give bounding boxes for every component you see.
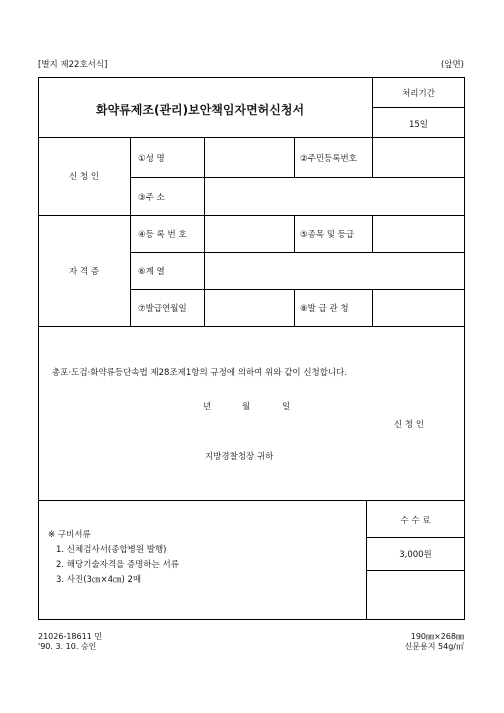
name-field[interactable]: [208, 142, 292, 174]
paper-type: 신문용지 54g/㎡: [404, 642, 464, 651]
reg-no-field[interactable]: [208, 218, 292, 250]
declaration-statement: 총포·도검·화약류등단속법 제28조제1항의 규정에 의하여 위와 같이 신청합니다.: [52, 368, 348, 378]
rule-section-label: [130, 137, 131, 326]
rule-type-right: [372, 215, 373, 252]
form-title: 화약류제조(관리)보안책임자면허신청서: [96, 103, 305, 117]
document-item: 1. 신체검사서(종합병원 발행): [56, 545, 167, 555]
series-field[interactable]: [208, 255, 462, 287]
rule-title-bottom: [38, 137, 465, 138]
rule-qualification-bottom: [38, 326, 465, 327]
date-month: 월: [242, 402, 251, 412]
form-number: [별지 제22호서식]: [38, 60, 108, 70]
form-code: 21026-18611 민: [38, 632, 103, 641]
document-item: 3. 사진(3㎝×4㎝) 2매: [56, 575, 142, 585]
rule-rrn-left: [294, 137, 295, 177]
required-documents-heading: ※ 구비서류: [48, 530, 91, 540]
rrn-label: ②주민등록번호: [300, 154, 357, 164]
applicant-section-label: 신 청 인: [68, 172, 100, 182]
rule-declaration-bottom: [38, 500, 465, 501]
rule-series-bottom: [130, 289, 465, 290]
series-label: ⑥계 열: [138, 267, 165, 277]
address-field[interactable]: [208, 181, 462, 213]
name-label: ①성 명: [138, 154, 165, 164]
type-grade-label: ⑤종목 및 등급: [300, 230, 355, 240]
rule-regno-bottom: [130, 252, 465, 253]
type-grade-field[interactable]: [376, 218, 462, 250]
issue-date-label: ⑦발급연월일: [138, 304, 187, 314]
applicant-signature-label: 신 청 인: [394, 420, 425, 430]
rule-authority-left: [294, 289, 295, 326]
issue-date-field[interactable]: [208, 292, 292, 324]
rule-period: [372, 107, 465, 108]
page-side-label: (앞면): [440, 60, 464, 70]
rule-field-label: [204, 137, 205, 326]
date-day: 일: [282, 402, 291, 412]
processing-period-label: 처리기간: [402, 89, 435, 99]
rule-fee: [366, 537, 465, 538]
qualification-section-label: 자 격 증: [68, 267, 100, 277]
issuing-authority-field[interactable]: [376, 292, 462, 324]
address-label: ③주 소: [138, 193, 165, 203]
document-item: 2. 해당기술자격을 증명하는 서류: [56, 560, 179, 570]
rrn-field[interactable]: [376, 142, 462, 174]
rule-type-left: [294, 215, 295, 252]
date-year: 년: [203, 402, 212, 412]
rule-authority-right: [372, 289, 373, 326]
approval-date: '90. 3. 10. 승인: [38, 642, 97, 651]
fee-label: 수 수 료: [400, 516, 431, 526]
rule-fee-value: [366, 570, 465, 571]
rule-rrn-right: [372, 137, 373, 177]
addressee: 지방경찰청장 귀하: [205, 452, 274, 462]
processing-period-value: 15일: [408, 120, 429, 130]
fee-value: 3,000원: [399, 550, 432, 560]
paper-size: 190㎜×268㎜: [410, 632, 464, 641]
reg-no-label: ④등 록 번 호: [138, 230, 187, 240]
rule-name-bottom: [130, 177, 465, 178]
rule-applicant-bottom: [38, 215, 465, 216]
issuing-authority-label: ⑧발 급 관 청: [300, 304, 349, 314]
